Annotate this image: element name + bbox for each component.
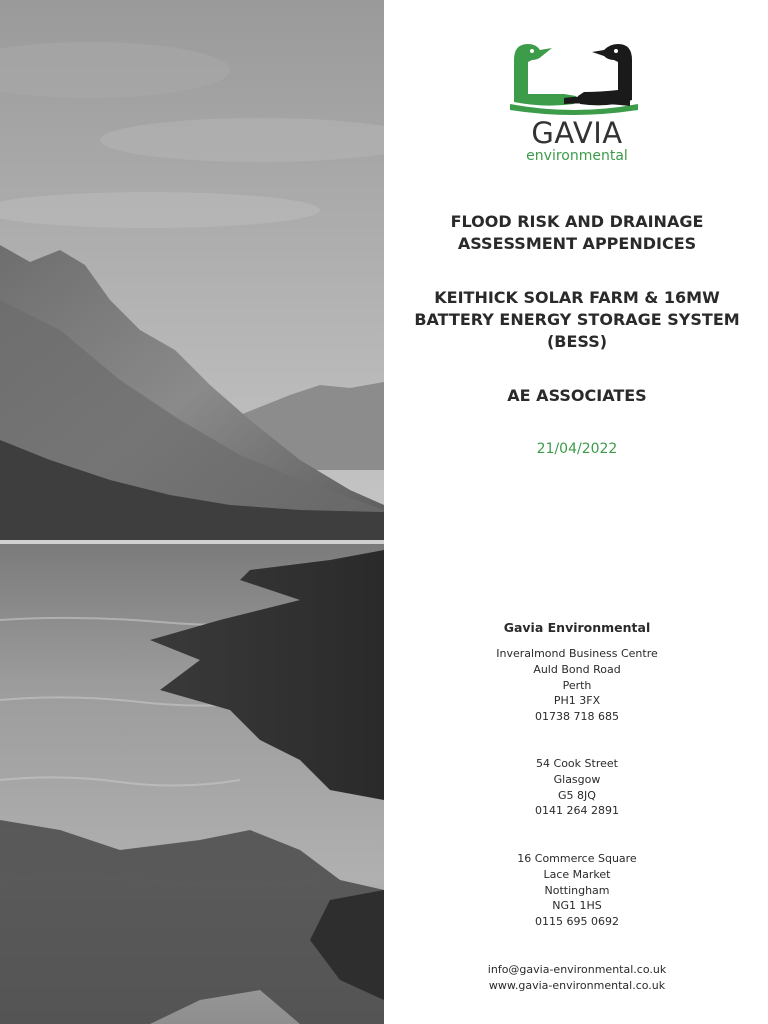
project-name-line: KEITHICK SOLAR FARM & 16MW [434, 288, 720, 307]
office-address-glasgow [386, 756, 768, 819]
address-line: 16 Commerce Square [517, 852, 637, 865]
contact-details [386, 962, 768, 994]
cover-content [386, 0, 768, 1024]
client-name: AE ASSOCIATES [507, 386, 647, 405]
loon-birds-icon [504, 38, 644, 118]
project-name-line: (BESS) [546, 332, 608, 351]
phone-number: 01738 718 685 [535, 710, 619, 724]
document-title-line: ASSESSMENT APPENDICES [457, 234, 697, 253]
address-line: Inveralmond Business Centre [496, 647, 658, 660]
address-line: 54 Cook Street [536, 757, 618, 770]
office-address-nottingham [386, 851, 768, 930]
address-line: Lace Market [543, 867, 611, 881]
logo-wordmark: GAVIA [531, 116, 623, 150]
document-title-line: FLOOD RISK AND DRAINAGE [450, 212, 704, 231]
email-link[interactable]: info@gavia-environmental.co.uk [487, 963, 667, 976]
phone-number: 0141 264 2891 [535, 804, 619, 818]
company-name: Gavia Environmental [503, 620, 651, 635]
document-title [386, 211, 768, 255]
address-line: Nottingham [544, 883, 610, 897]
address-line: Auld Bond Road [533, 662, 621, 676]
project-name [386, 287, 768, 353]
address-line: PH1 3FX [553, 694, 601, 708]
phone-number: 0115 695 0692 [535, 915, 619, 929]
document-date: 21/04/2022 [536, 441, 618, 457]
office-address-perth [386, 646, 768, 725]
address-line: Perth [562, 678, 592, 692]
address-line: G5 8JQ [558, 788, 596, 802]
address-line: Glasgow [553, 772, 601, 786]
address-line: NG1 1HS [552, 899, 602, 913]
logo-subtitle: environmental [526, 148, 628, 164]
website-link[interactable]: www.gavia-environmental.co.uk [488, 979, 666, 992]
project-name-line: BATTERY ENERGY STORAGE SYSTEM [414, 310, 740, 329]
